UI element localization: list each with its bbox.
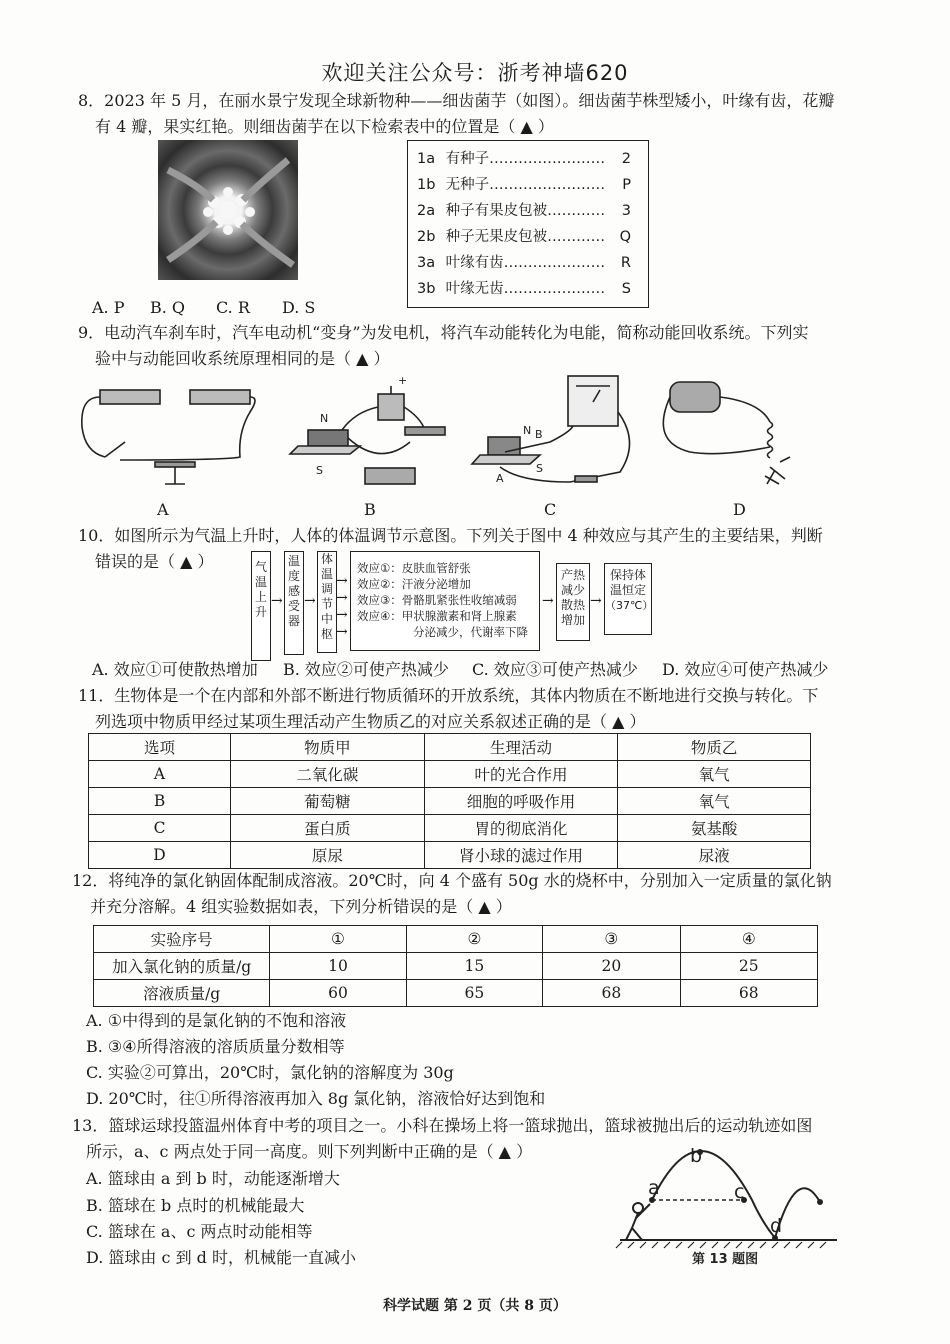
fig-b-plus-label: + [398,374,408,387]
table-cell: 胃的彻底消化 [424,815,618,842]
point-c-label: c [734,1181,745,1203]
key-row: 1b 无种子…………………… P [417,177,631,193]
table-cell: D [89,842,231,869]
q8-option-a[interactable]: A. P [92,298,125,317]
q11-table [88,733,811,869]
box-temperature-receptor: 温度感受器 [284,551,304,655]
table-cell: 20 [543,953,680,980]
fig-c-s-label: S [536,462,543,475]
q13-option-a[interactable]: A. 篮球由 a 到 b 时，动能逐渐增大 [86,1169,340,1188]
table-cell: 葡萄糖 [231,788,425,815]
stable-temperature-value: （37℃） [605,599,654,612]
q11-stem-line1: 11．生物体是一个在内部和外部不断进行物质循环的开放系统，其体内物质在不断地进行交换与转化。下 [78,686,819,705]
apparatus-b-icon [290,386,445,484]
effect-2: 效应②：汗液分泌增加 [357,577,471,591]
stable-temperature-text: 保持体温恒定 [609,568,646,597]
q10-option-a[interactable]: A. 效应①可使散热增加 [92,660,258,679]
box-heat-result: 产热减少散热增加 [556,563,590,641]
page-header: 欢迎关注公众号：浙考神墙620 [321,61,629,85]
table-cell: 65 [406,980,542,1007]
point-b-label: b [690,1145,703,1167]
table-header: ④ [680,926,817,953]
table-cell: 细胞的呼吸作用 [424,788,618,815]
dichotomous-key [407,140,649,308]
table-header: 物质甲 [231,734,425,761]
point-d-label: d [770,1215,783,1237]
table-cell: 尿液 [618,842,811,869]
table-row [89,788,811,815]
q9-apparatus-figures [80,372,860,502]
box-temperature-rise: 气温上升 [251,551,271,661]
fig-b-s-label: S [316,464,323,477]
page-footer: 科学试题 第 2 页（共 8 页） [383,1298,567,1314]
table-row [89,815,811,842]
arrow-icon: → [336,607,348,623]
q12-stem-line1: 12．将纯净的氯化钠固体配制成溶液。20℃时，向 4 个盛有 50g 水的烧杯中，分别加入一定质量的氯化钠 [72,871,832,890]
table-cell: 蛋白质 [231,815,425,842]
fig-c-a-label: A [496,472,504,485]
apparatus-a-icon [82,390,255,484]
apparatus-c-icon [472,376,630,482]
table-cell: B [89,788,231,815]
q10-stem-line1: 10．如图所示为气温上升时，人体的体温调节示意图。下列关于图中 4 种效应与其产生的主要结果，判断 [78,526,823,545]
table-cell: 25 [680,953,817,980]
table-row [94,980,818,1007]
effect-3: 效应③：骨骼肌紧张性收缩减弱 [357,593,517,607]
basketball-trajectory-figure [612,1142,842,1267]
arrow-icon: → [336,573,348,589]
table-header: ① [270,926,406,953]
effect-4-cont: 分泌减少，代谢率下降 [413,625,528,639]
q9-stem-line2: 验中与动能回收系统原理相同的是（ ▲ ） [95,349,390,368]
q8-option-d[interactable]: D. S [282,298,316,317]
table-cell: 氧气 [618,788,811,815]
q13-option-d[interactable]: D. 篮球由 c 到 d 时，机械能一直减小 [86,1248,356,1267]
q8-stem-line1: 8．2023 年 5 月，在丽水景宁发现全球新物种——细齿菌芋（如图）。细齿菌芋株型矮小，叶缘有齿，花瓣 [78,91,835,110]
q11-stem-line2: 列选项中物质甲经过某项生理活动产生物质乙的对应关系叙述正确的是（ ▲ ） [95,712,646,731]
table-row [89,842,811,869]
table-cell: A [89,761,231,788]
table-cell: 15 [406,953,542,980]
fig-c-b-label: B [535,428,543,441]
apparatus-d-icon [663,382,790,484]
table-row [94,953,818,980]
player-icon [626,1203,650,1240]
q9-label-a[interactable]: A [157,500,169,519]
q10-option-b[interactable]: B. 效应②可使产热减少 [283,660,449,679]
fig-b-n-label: N [320,412,329,425]
table-header: ③ [543,926,680,953]
table-cell: 原尿 [231,842,425,869]
q9-label-b[interactable]: B [364,500,376,519]
table-cell: 二氧化碳 [231,761,425,788]
table-header: 物质乙 [618,734,811,761]
table-header: 生理活动 [424,734,618,761]
q13-stem-line1: 13．篮球运球投篮温州体育中考的项目之一。小科在操场上将一篮球抛出，篮球被抛出后的运动轨迹如图 [72,1116,813,1135]
box-stable-temperature [604,563,652,635]
table-header-row [94,926,818,953]
q9-stem-line1: 9．电动汽车刹车时，汽车电动机“变身”为发电机，将汽车动能转化为电能，简称动能回收系统。下列实 [78,323,809,342]
key-row: 3a 叶缘有齿………………… R [417,255,631,271]
q10-option-d[interactable]: D. 效应④可使产热减少 [662,660,829,679]
table-cell: 10 [270,953,406,980]
q10-option-c[interactable]: C. 效应③可使产热减少 [472,660,638,679]
arrow-icon: → [336,624,348,640]
key-row: 2a 种子有果皮包被………… 3 [417,203,631,219]
q13-option-b[interactable]: B. 篮球在 b 点时的机械能最大 [86,1196,305,1215]
q12-option-b[interactable]: B. ③④所得溶液的溶质质量分数相等 [86,1037,345,1056]
box-effects [350,551,540,651]
q9-label-d[interactable]: D [733,500,746,519]
table-cell: 加入氯化钠的质量/g [94,953,270,980]
table-cell: 60 [270,980,406,1007]
table-header-row [89,734,811,761]
q13-option-c[interactable]: C. 篮球在 a、c 两点时动能相等 [86,1222,313,1241]
table-header: 选项 [89,734,231,761]
key-row: 1a 有种子…………………… 2 [417,151,631,167]
q8-option-c[interactable]: C. R [216,298,250,317]
key-row: 3b 叶缘无齿………………… S [417,281,631,297]
flower-cluster-icon [158,140,298,280]
box-regulation-center: 体温调节中枢 [317,551,337,653]
q12-option-c[interactable]: C. 实验②可算出，20℃时，氯化钠的溶解度为 30g [86,1063,454,1082]
table-cell: 氧气 [618,761,811,788]
arrow-icon: → [590,593,602,609]
q10-stem-line2: 错误的是（ ▲ ） [95,552,214,571]
q12-option-d[interactable]: D. 20℃时，往①所得溶液再加入 8g 氯化钠，溶液恰好达到饱和 [86,1089,546,1108]
effect-4: 效应④：甲状腺激素和肾上腺素 [357,609,517,623]
key-row: 2b 种子无果皮包被………… Q [417,229,631,245]
plant-photo [158,140,298,280]
table-cell: 溶液质量/g [94,980,270,1007]
table-cell: 68 [680,980,817,1007]
table-header: ② [406,926,542,953]
q12-stem-line2: 并充分溶解。4 组实验数据如表，下列分析错误的是（ ▲ ） [90,897,512,916]
table-header: 实验序号 [94,926,270,953]
q8-stem-line2: 有 4 瓣，果实红艳。则细齿菌芋在以下检索表中的位置是（ ▲ ） [95,117,554,136]
arrow-icon: → [304,593,316,609]
figure-caption: 第 13 题图 [692,1252,759,1267]
arrow-icon: → [271,593,283,609]
q9-label-c[interactable]: C [544,500,557,519]
q8-option-b[interactable]: B. Q [150,298,186,317]
effect-1: 效应①：皮肤血管舒张 [357,561,471,575]
arrow-icon: → [336,590,348,606]
table-cell: 68 [543,980,680,1007]
q13-stem-line2: 所示，a、c 两点处于同一高度。则下列判断中正确的是（ ▲ ） [86,1142,533,1161]
point-a-label: a [648,1177,660,1199]
table-cell: 氨基酸 [618,815,811,842]
arrow-icon: → [542,593,554,609]
q12-option-a[interactable]: A. ①中得到的是氯化钠的不饱和溶液 [86,1011,347,1030]
q12-table [93,925,818,1007]
table-cell: 叶的光合作用 [424,761,618,788]
table-cell: 肾小球的滤过作用 [424,842,618,869]
fig-c-n-label: N [523,424,532,437]
table-row [89,761,811,788]
table-cell: C [89,815,231,842]
